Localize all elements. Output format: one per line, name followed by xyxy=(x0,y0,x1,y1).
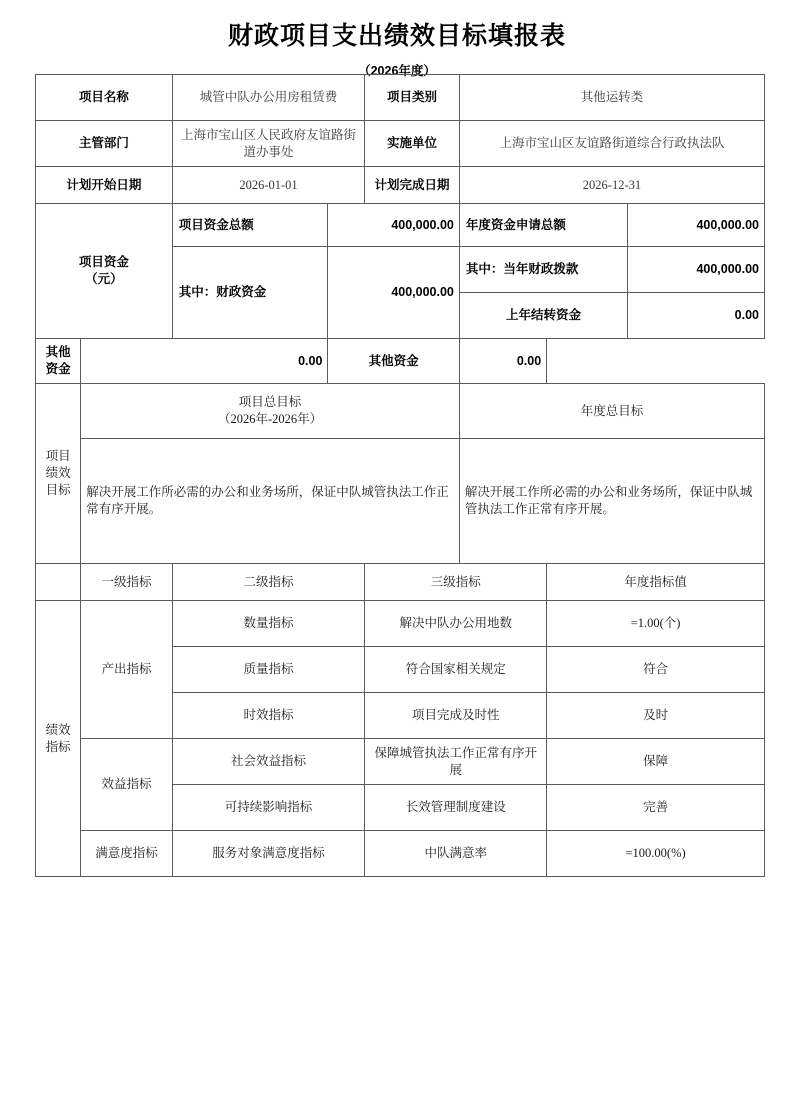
department-value: 上海市宝山区人民政府友谊路街道办事处 xyxy=(172,121,365,167)
indicator-level3: 符合国家相关规定 xyxy=(365,647,547,693)
project-name-label: 项目名称 xyxy=(36,75,173,121)
funding-fiscal-label: 其中：财政资金 xyxy=(172,247,328,339)
funding-annual-other-label: 其他资金 xyxy=(328,339,459,384)
indicators-side-label xyxy=(36,601,81,877)
funding-current-year-label: 其中：当年财政拨款 xyxy=(459,247,627,293)
indicator-level2: 时效指标 xyxy=(172,693,365,739)
row-goals-body xyxy=(36,439,765,564)
annual-goal-text: 解决开展工作所必需的办公和业务场所，保证中队城管执法工作正常有序开展。 xyxy=(459,439,764,564)
total-goal-header-line1: 项目总目标 xyxy=(238,395,302,410)
total-goal-header-line2: （2026年-2026年） xyxy=(217,412,323,426)
indicator-level3: 长效管理制度建设 xyxy=(365,785,547,831)
performance-target-form xyxy=(35,74,765,877)
indicator-row xyxy=(36,739,765,785)
department-label: 主管部门 xyxy=(36,121,173,167)
funding-annual-total-value: 400,000.00 xyxy=(628,204,765,247)
funding-other-value: 0.00 xyxy=(81,339,328,384)
indicators-side-label-2: 指标 xyxy=(45,739,71,754)
funding-section-label xyxy=(36,204,173,339)
page-title: 财政项目支出绩效目标填报表 xyxy=(227,22,566,50)
page-subtitle: （2026年度） xyxy=(358,64,436,78)
indicator-header-level3: 三级指标 xyxy=(365,564,547,601)
indicator-value: =100.00(%) xyxy=(547,831,765,877)
indicator-level2: 质量指标 xyxy=(172,647,365,693)
indicators-side-label-1: 绩效 xyxy=(45,722,71,737)
row-project-name xyxy=(36,75,765,121)
row-dates xyxy=(36,167,765,204)
project-category-value: 其他运转类 xyxy=(459,75,764,121)
funding-total-label: 项目资金总额 xyxy=(172,204,328,247)
indicator-value: =1.00(个) xyxy=(547,601,765,647)
start-date-value: 2026-01-01 xyxy=(172,167,365,204)
indicators-header-spacer xyxy=(36,564,81,601)
indicator-value: 保障 xyxy=(547,739,765,785)
total-goal-text: 解决开展工作所必需的办公和业务场所，保证中队城管执法工作正常有序开展。 xyxy=(81,439,460,564)
indicator-value: 完善 xyxy=(547,785,765,831)
indicator-level3: 解决中队办公用地数 xyxy=(365,601,547,647)
indicator-level3: 中队满意率 xyxy=(365,831,547,877)
indicator-value: 符合 xyxy=(547,647,765,693)
performance-goals-side-label-2: 绩效 xyxy=(45,466,71,481)
indicator-level1-satisfaction: 满意度指标 xyxy=(81,831,173,877)
funding-section-label-line1: 项目资金 xyxy=(78,255,129,270)
performance-goals-side-label xyxy=(36,384,81,564)
indicator-level2: 数量指标 xyxy=(172,601,365,647)
funding-section-label-line2: （元） xyxy=(85,272,123,286)
indicator-header-level1: 一级指标 xyxy=(81,564,173,601)
project-name-value: 城管中队办公用房租赁费 xyxy=(172,75,365,121)
funding-current-year-value: 400,000.00 xyxy=(628,247,765,293)
indicator-header-annual-value: 年度指标值 xyxy=(547,564,765,601)
total-goal-header xyxy=(81,384,460,439)
funding-carryover-value: 0.00 xyxy=(628,293,765,339)
start-date-label: 计划开始日期 xyxy=(36,167,173,204)
row-funding-total xyxy=(36,204,765,247)
unit-value: 上海市宝山区友谊路街道综合行政执法队 xyxy=(459,121,764,167)
funding-annual-total-label: 年度资金申请总额 xyxy=(459,204,627,247)
indicator-level2: 服务对象满意度指标 xyxy=(172,831,365,877)
funding-annual-other-value: 0.00 xyxy=(459,339,546,384)
indicator-level2: 可持续影响指标 xyxy=(172,785,365,831)
performance-goals-side-label-3: 目标 xyxy=(45,482,71,497)
indicator-level1-output: 产出指标 xyxy=(81,601,173,739)
indicator-header-level2: 二级指标 xyxy=(172,564,365,601)
funding-other-label: 其他资金 xyxy=(36,339,81,384)
indicator-level3: 保障城管执法工作正常有序开展 xyxy=(365,739,547,785)
row-goals-header xyxy=(36,384,765,439)
end-date-label: 计划完成日期 xyxy=(365,167,460,204)
unit-label: 实施单位 xyxy=(365,121,460,167)
indicator-level1-benefit: 效益指标 xyxy=(81,739,173,831)
end-date-value: 2026-12-31 xyxy=(459,167,764,204)
row-department xyxy=(36,121,765,167)
indicator-level3: 项目完成及时性 xyxy=(365,693,547,739)
funding-fiscal-value: 400,000.00 xyxy=(328,247,459,339)
funding-total-value: 400,000.00 xyxy=(328,204,459,247)
project-category-label: 项目类别 xyxy=(365,75,460,121)
indicator-row xyxy=(36,601,765,647)
indicator-value: 及时 xyxy=(547,693,765,739)
indicator-row xyxy=(36,831,765,877)
row-funding-other xyxy=(36,339,765,384)
indicator-level2: 社会效益指标 xyxy=(172,739,365,785)
funding-carryover-label: 上年结转资金 xyxy=(459,293,627,339)
annual-goal-header: 年度总目标 xyxy=(459,384,764,439)
row-indicators-header xyxy=(36,564,765,601)
performance-goals-side-label-1: 项目 xyxy=(45,449,71,464)
